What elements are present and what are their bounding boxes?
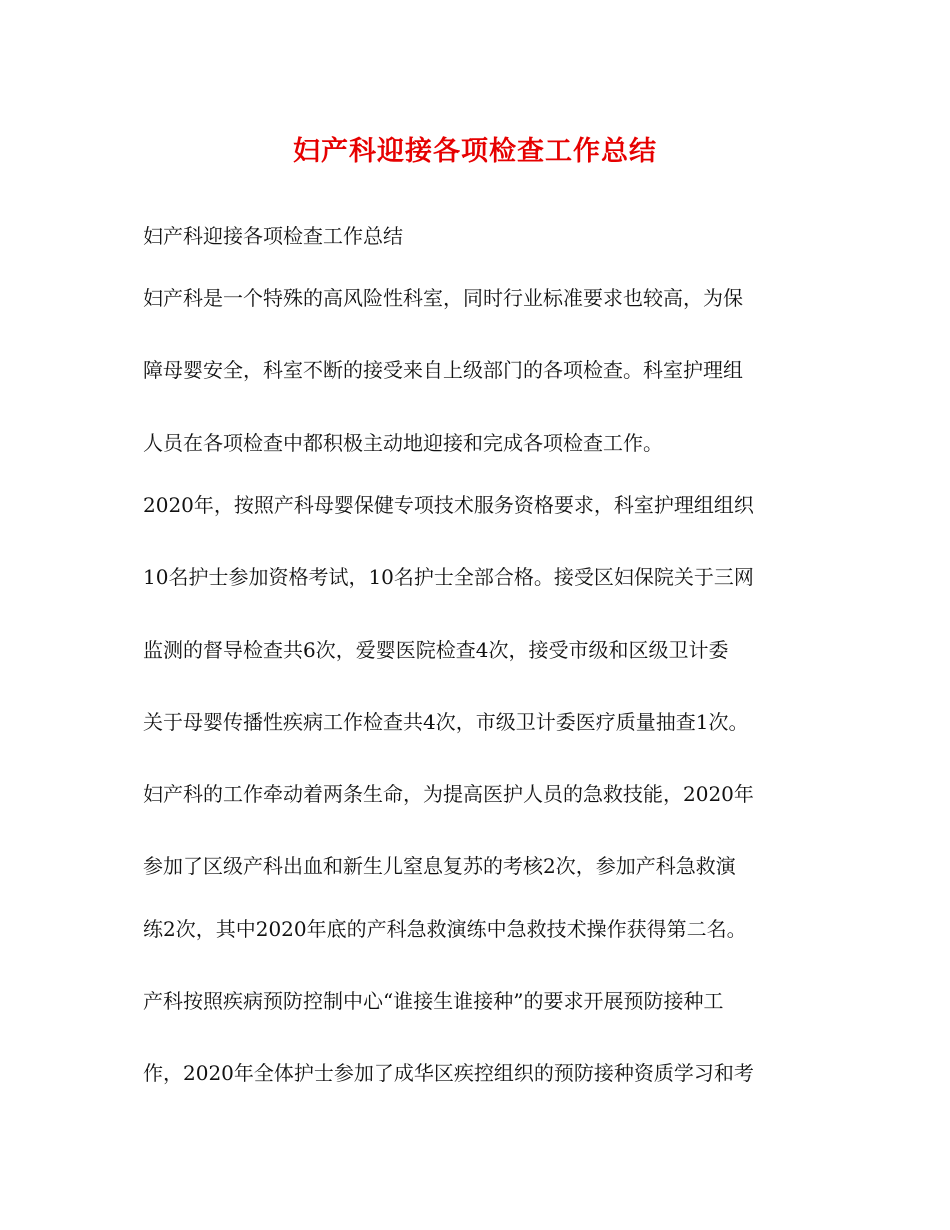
- text-line: 参加了区级产科出血和新生儿窒息复苏的考核2次，参加产科急救演: [143, 854, 736, 878]
- text-line: 妇产科是一个特殊的高风险性科室，同时行业标准要求也较高，为保: [143, 286, 743, 310]
- text-line: 作，2020年全体护士参加了成华区疾控组织的预防接种资质学习和考: [143, 1061, 754, 1085]
- text-line: 监测的督导检查共6次，爱婴医院检查4次，接受市级和区级卫计委: [143, 638, 729, 662]
- document-title: 妇产科迎接各项检查工作总结: [293, 136, 657, 167]
- text-line: 练2次，其中2020年底的产科急救演练中急救技术操作获得第二名。: [143, 917, 747, 941]
- text-line: 10名护士参加资格考试，10名护士全部合格。接受区妇保院关于三网: [143, 565, 754, 589]
- text-line: 障母婴安全，科室不断的接受来自上级部门的各项检查。科室护理组: [143, 358, 743, 382]
- text-line-subtitle: 妇产科迎接各项检查工作总结: [143, 224, 403, 248]
- text-line: 妇产科的工作牵动着两条生命，为提高医护人员的急救技能，2020年: [143, 782, 754, 806]
- text-line: 人员在各项检查中都积极主动地迎接和完成各项检查工作。: [143, 431, 663, 455]
- text-line: 关于母婴传播性疾病工作检查共4次，市级卫计委医疗质量抽查1次。: [143, 710, 749, 734]
- text-line: 产科按照疾病预防控制中心“谁接生谁接种”的要求开展预防接种工: [143, 989, 724, 1013]
- text-line: 2020年，按照产科母婴保健专项技术服务资格要求，科室护理组组织: [143, 493, 754, 517]
